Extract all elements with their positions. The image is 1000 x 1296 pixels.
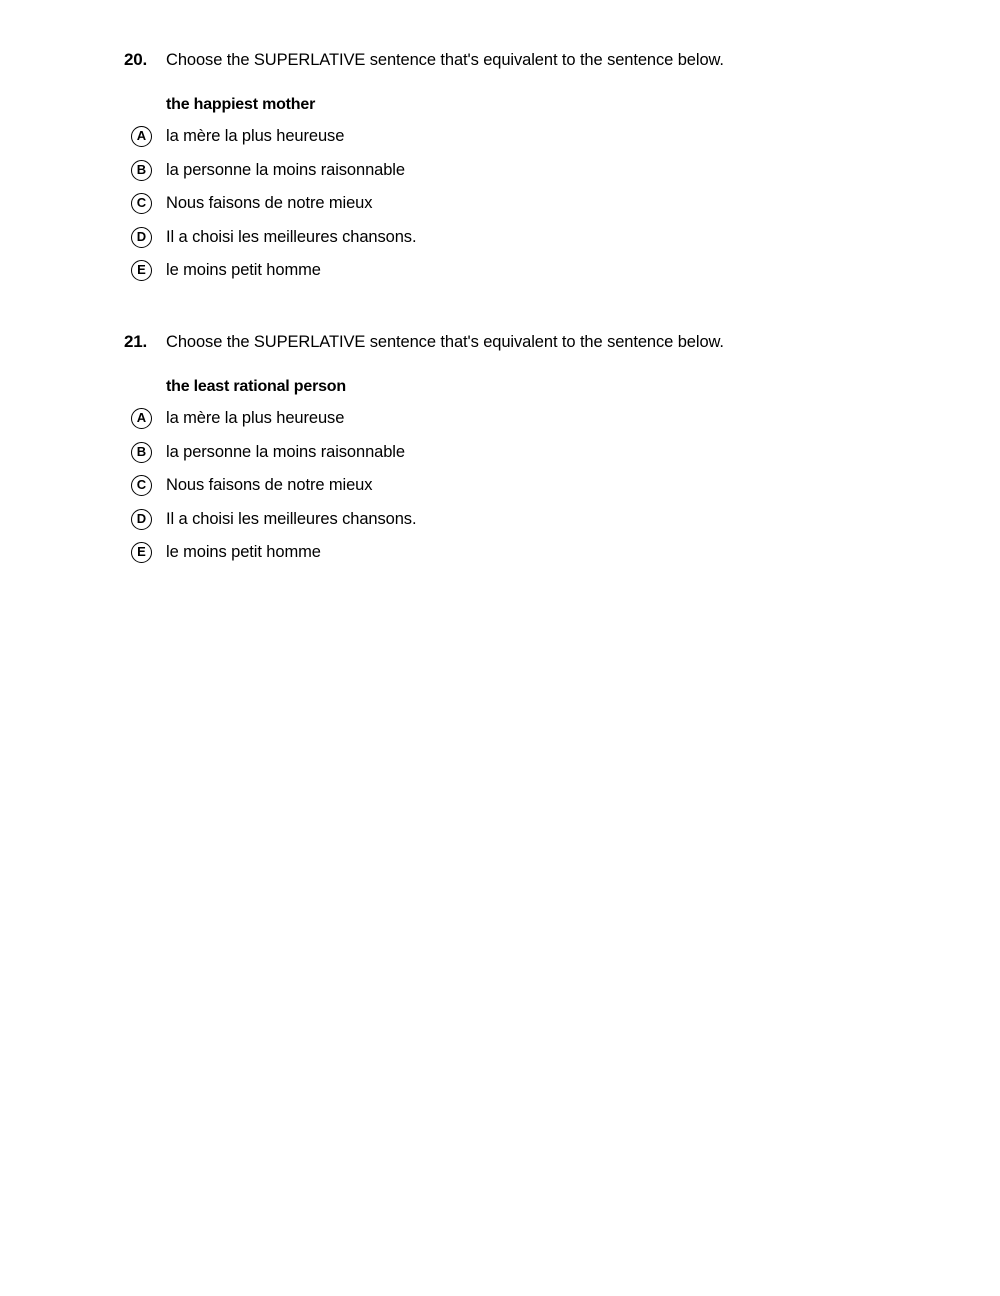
option-letter-circle-b: B [131, 442, 152, 463]
answer-option-c[interactable] [124, 473, 924, 507]
question-stem: the least rational person [166, 378, 346, 395]
answer-option-e[interactable] [124, 258, 924, 292]
answer-options-list [124, 124, 924, 292]
option-label-a: la mère la plus heureuse [166, 127, 345, 145]
option-letter-circle-d: D [131, 227, 152, 248]
answer-option-d[interactable] [124, 225, 924, 259]
question-stem: the happiest mother [166, 96, 316, 113]
option-label-b: la personne la moins raisonnable [166, 160, 405, 179]
answer-option-b[interactable] [124, 440, 924, 474]
option-label-d: Il a choisi les meilleures chansons. [166, 227, 417, 246]
question-number: 20. [124, 50, 148, 69]
option-letter-circle-e: E [131, 542, 152, 563]
answer-option-b[interactable] [124, 158, 924, 192]
question-prompt: Choose the SUPERLATIVE sentence that's equivalent to the sentence below. [166, 51, 724, 69]
answer-option-a[interactable] [124, 124, 924, 158]
option-label-b: la personne la moins raisonnable [166, 442, 405, 461]
option-label-e: le moins petit homme [166, 543, 321, 561]
answer-option-e[interactable] [124, 540, 924, 574]
option-letter-circle-b: B [131, 160, 152, 181]
question-header [124, 48, 924, 72]
option-letter-circle-c: C [131, 193, 152, 214]
answer-options-list [124, 406, 924, 574]
option-label-c: Nous faisons de notre mieux [166, 194, 373, 212]
answer-option-a[interactable] [124, 406, 924, 440]
option-label-a: la mère la plus heureuse [166, 409, 345, 427]
question-block-20 [124, 48, 924, 279]
answer-option-c[interactable] [124, 191, 924, 225]
question-block-21 [124, 330, 924, 561]
question-number: 21. [124, 332, 148, 351]
option-letter-circle-c: C [131, 475, 152, 496]
option-label-c: Nous faisons de notre mieux [166, 476, 373, 494]
question-prompt: Choose the SUPERLATIVE sentence that's equivalent to the sentence below. [166, 333, 724, 351]
option-letter-circle-a: A [131, 408, 152, 429]
answer-option-d[interactable] [124, 507, 924, 541]
question-header [124, 330, 924, 354]
option-letter-circle-e: E [131, 260, 152, 281]
option-label-e: le moins petit homme [166, 261, 321, 279]
option-letter-circle-a: A [131, 126, 152, 147]
option-label-d: Il a choisi les meilleures chansons. [166, 509, 417, 528]
option-letter-circle-d: D [131, 509, 152, 530]
